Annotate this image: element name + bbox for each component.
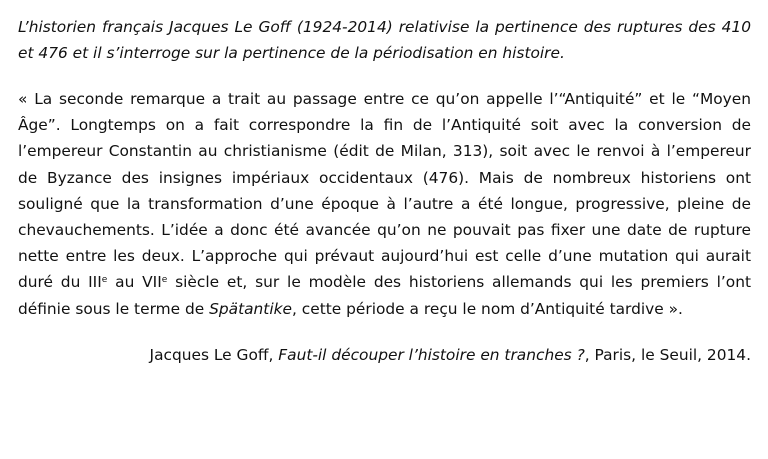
- quote-text: siècle et, sur le modèle des historiens allemands qui les premiers l’ont définie sous le terme de: [18, 273, 751, 318]
- source-author: Jacques Le Goff,: [149, 345, 279, 364]
- source-title: Faut-il découper l’histoire en tranches ?: [278, 345, 585, 364]
- quote-term: Spätantike: [209, 299, 292, 318]
- quote-text: au VII: [107, 273, 162, 292]
- document-page: [18, 14, 751, 368]
- source-citation: [18, 342, 751, 368]
- century-superscript: e: [101, 275, 108, 286]
- quote-text: « La seconde remarque a trait au passage entre ce qu’on appelle l’“Antiquité” et le “Moyen Âge”. Longtemps on a fait correspondre la fin de l’Antiquité soit avec la conversion de l’empereur Constantin au christianisme (édit de Milan, 313), soit avec le renvoi à l’empereur de Byzance des insignes impériaux occidentaux (476). Mais de nombreux historiens ont souligné que la transformation d’une époque à l’autre a été longue, progressive, pleine de chevauchements. L’idée a donc été avancée qu’on ne pouvait pas fixer une date de rupture nette entre les deux. L’approche qui prévaut aujourd’hui est celle d’une mutation qui aurait duré du III: [18, 90, 751, 292]
- quote-text: , cette période a reçu le nom d’Antiquité tardive ».: [292, 299, 683, 318]
- source-publisher: , Paris, le Seuil, 2014.: [584, 345, 751, 364]
- quote-paragraph: [18, 86, 751, 322]
- intro-paragraph: L’historien français Jacques Le Goff (1924-2014) relativise la pertinence des ruptures des 410 et 476 et il s’interroge sur la pertinence de la périodisation en histoire.: [18, 18, 751, 62]
- century-superscript: e: [161, 275, 168, 286]
